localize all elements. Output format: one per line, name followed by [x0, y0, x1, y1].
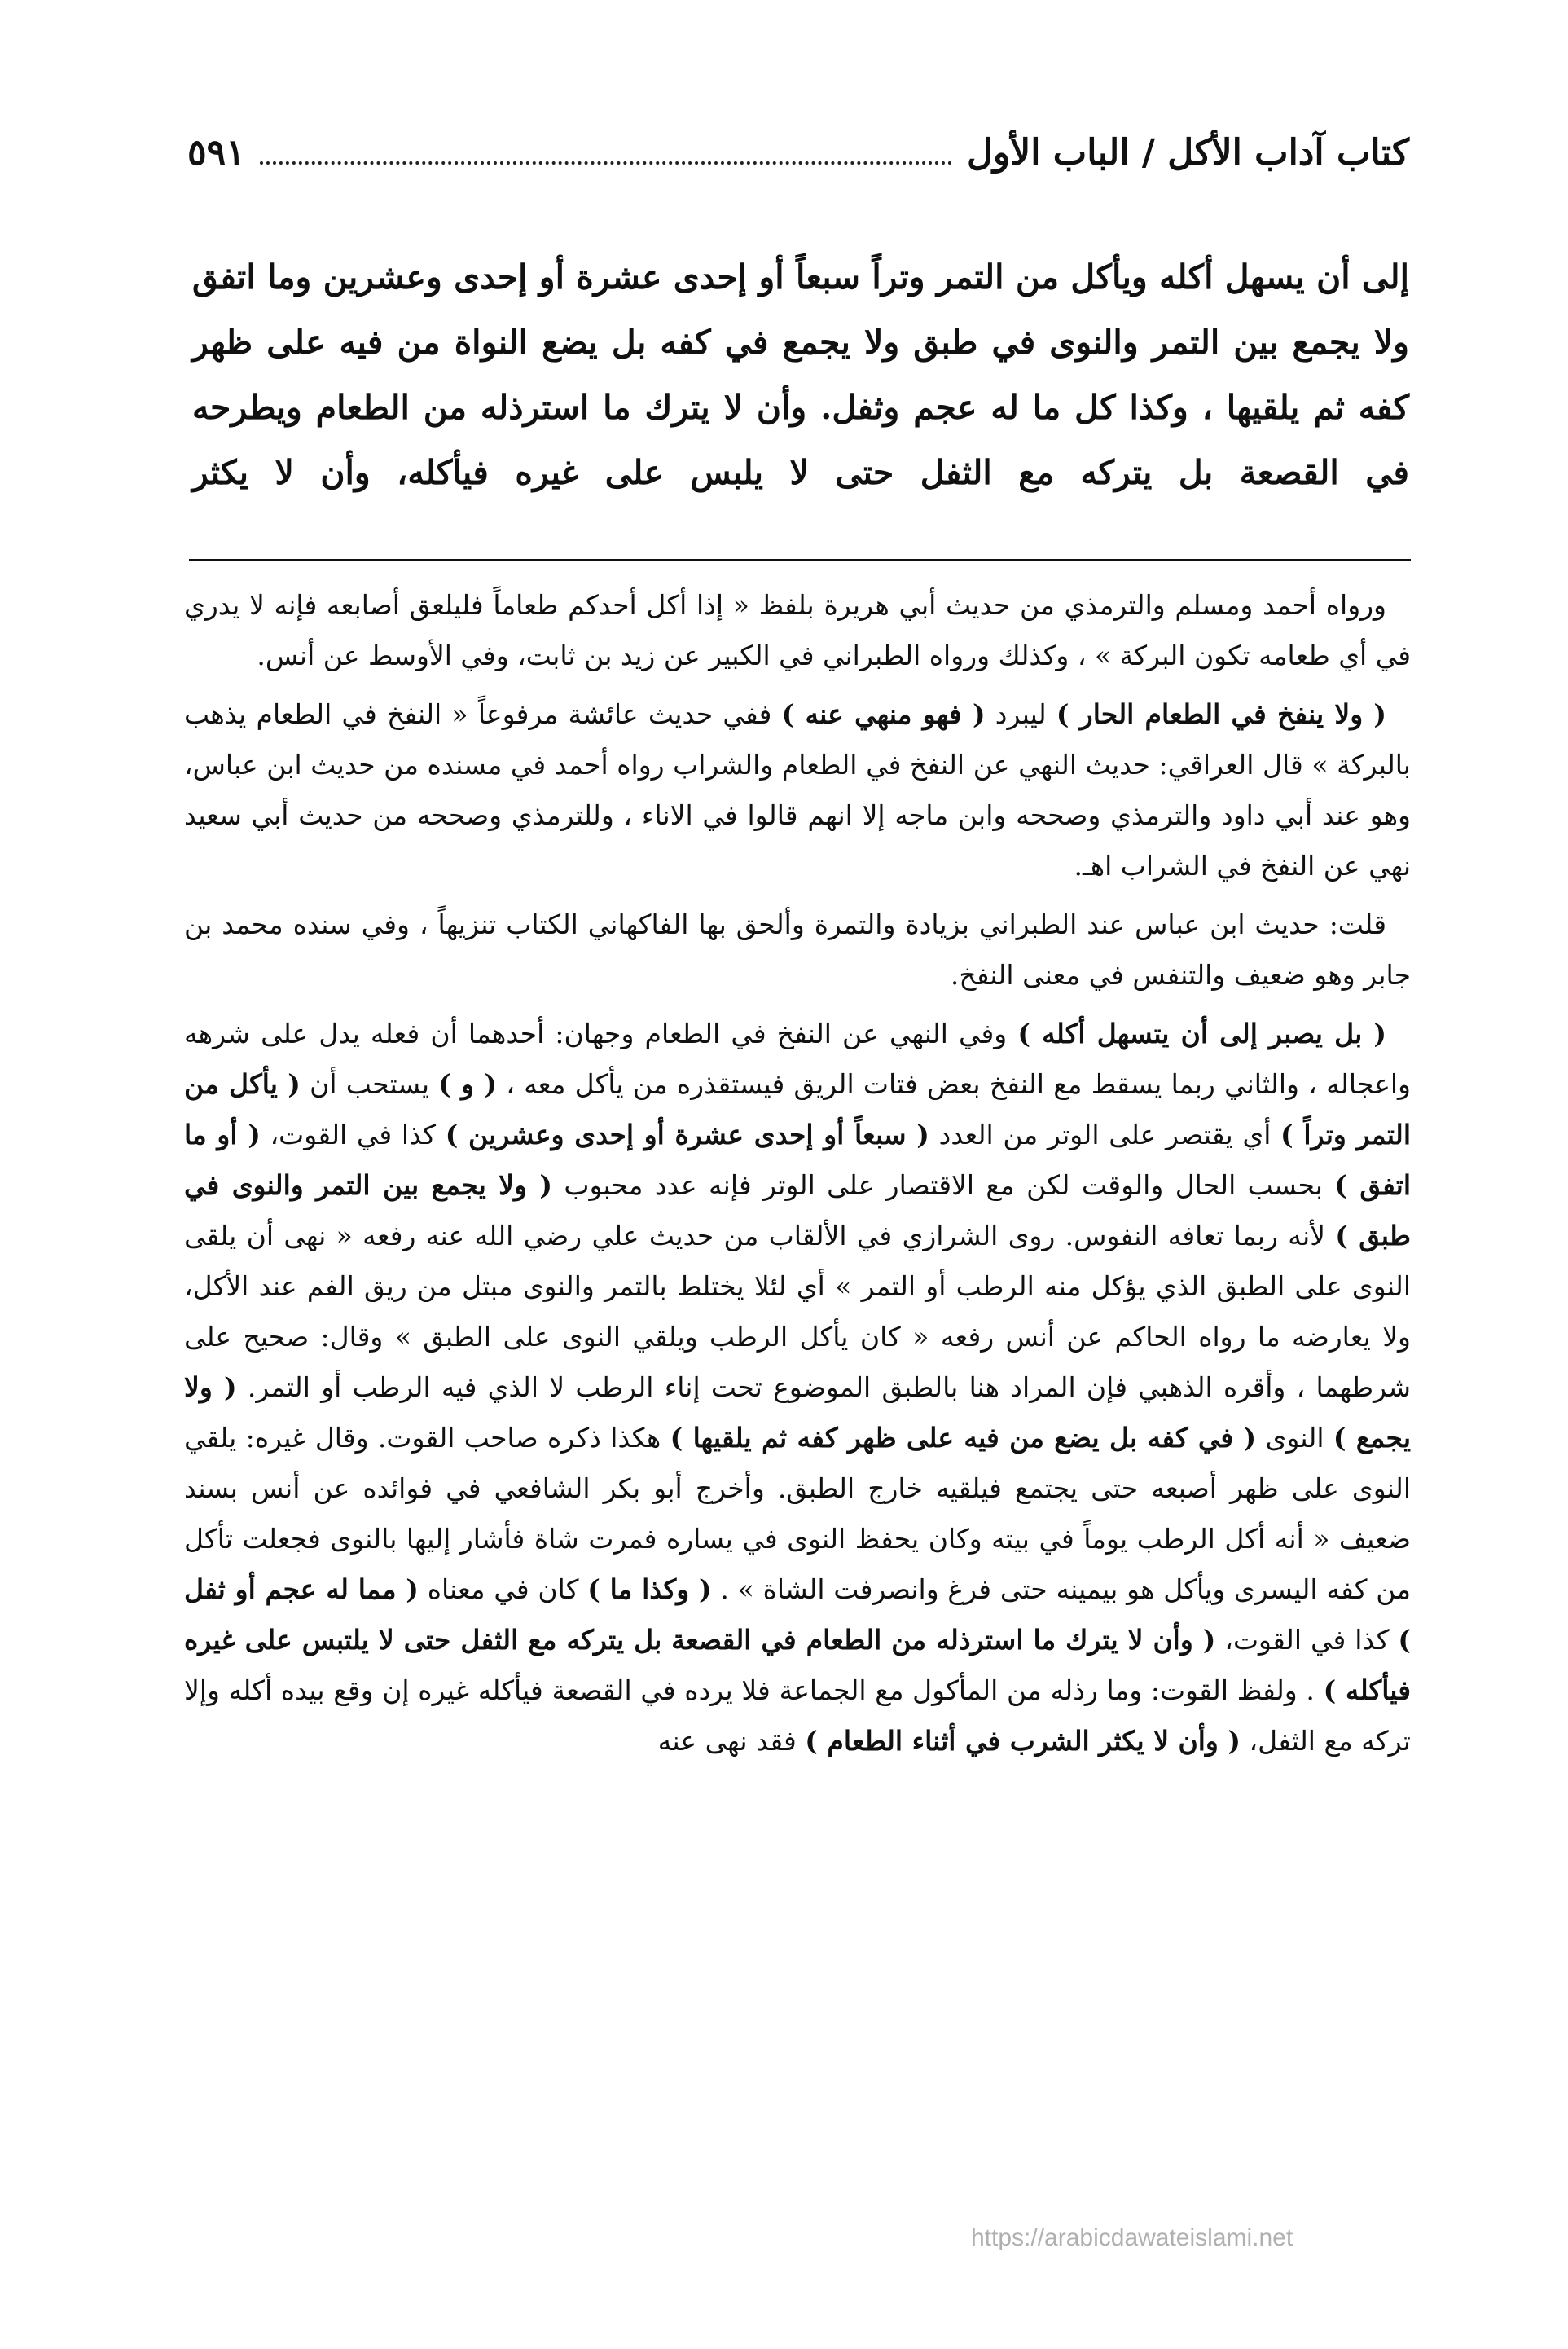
main-text: إلى أن يسهل أكله ويأكل من التمر وتراً سبعاً أو إحدى عشرة أو إحدى وعشرين وما اتفق ولا يجمع بين التمر والنوى في طبق ولا يجمع في كفه بل يضع النواة من فيه على ظهر كفه ثم يلقيها ، وكذا كل ما له عجم وثفل. وأن لا يترك ما استرذله من الطعام ويطرحه في القصعة بل يتركه مع الثفل حتى لا يلبس على غيره فيأكله، وأن لا يكثر — [192, 257, 1409, 492]
commentary-text: أي يقتصر على الوتر من العدد — [929, 1119, 1281, 1150]
quoted-text: ( ولا يجمع ) — [184, 1371, 1411, 1454]
commentary-text: كان في معناه — [418, 1573, 588, 1605]
footnote-divider — [189, 559, 1411, 561]
commentary — [184, 580, 1411, 2210]
quoted-text: ( وأن لا يكثر الشرب في أثناء الطعام ) — [805, 1725, 1241, 1757]
commentary-text: ففي حديث عائشة مرفوعاً « النفخ في الطعام يذهب بالبركة » قال العراقي: حديث النهي عن النفخ في الطعام والشراب رواه أحمد في مسنده من حديث ابن عباس، وهو عند أبي داود والترمذي وصححه وابن ماجه إلا انهم قالوا في الاناء ، وللترمذي وصححه من حديث أبي سعيد نهي عن النفخ في الشراب اهـ. — [184, 698, 1411, 882]
quoted-text: ( أو ما اتفق ) — [184, 1119, 1411, 1201]
quoted-text: ( فهو منهي عنه ) — [781, 698, 986, 730]
commentary-text: يستحب أن — [300, 1068, 439, 1100]
commentary-text: كذا في القوت، — [1215, 1624, 1399, 1656]
watermark-url: https://arabicdawateislami.net — [971, 2224, 1293, 2251]
commentary-text: بحسب الحال والوقت لكن مع الاقتصار على الوتر فإنه عدد محبوب — [551, 1169, 1335, 1201]
commentary-text: وفي النهي عن النفخ في الطعام وجهان: أحدهما أن فعله يدل على شرهه واعجاله ، والثاني ربما يسقط مع النفخ بعض فتات الريق فيستقذره من يأكل معه ، — [184, 1018, 1411, 1100]
commentary-text: فقد نهى عنه — [657, 1725, 806, 1757]
header-title: كتاب آداب الأكل / الباب الأول — [966, 132, 1409, 174]
quoted-text: ( وكذا ما ) — [587, 1573, 712, 1605]
quoted-text: ( و ) — [438, 1068, 497, 1100]
commentary-text: . ولفظ القوت: وما رذله من المأكول مع الجماعة فلا يرده في القصعة فيأكله غيره إن وقع بيده أكله وإلا تركه مع الثفل، — [184, 1674, 1411, 1757]
page-number: ٥٩١ — [187, 132, 245, 174]
commentary-paragraph-2 — [184, 689, 1411, 891]
commentary-text: كذا في القوت، — [260, 1119, 446, 1150]
commentary-paragraph-3: قلت: حديث ابن عباس عند الطبراني بزيادة والتمرة وألحق بها الفاكهاني الكتاب تنزيهاً ، وفي سنده محمد بن جابر وهو ضعيف والتنفس في معنى النفخ. — [184, 908, 1411, 991]
commentary-paragraph-1: ورواه أحمد ومسلم والترمذي من حديث أبي هريرة بلفظ « إذا أكل أحدكم طعاماً فليلعق أصابعه فإنه لا يدري في أي طعامه تكون البركة » ، وكذلك ورواه الطبراني في الكبير عن زيد بن ثابت، وفي الأوسط عن أنس. — [184, 589, 1411, 671]
quoted-text: ( ولا ينفخ في الطعام الحار ) — [1056, 698, 1386, 730]
commentary-paragraph-4 — [184, 1009, 1411, 1766]
quoted-text: ( في كفه بل يضع من فيه على ظهر كفه ثم يلقيها ) — [670, 1422, 1257, 1454]
commentary-text: النوى — [1256, 1422, 1333, 1454]
quoted-text: ( مما له عجم أو ثفل ) — [184, 1573, 1411, 1656]
quoted-text: ( يأكل من التمر وتراً ) — [184, 1068, 1411, 1150]
running-header — [187, 132, 1409, 189]
quoted-text: ( سبعاً أو إحدى عشرة أو إحدى وعشرين ) — [445, 1119, 929, 1150]
quoted-text: ( بل يصبر إلى أن يتسهل أكله ) — [1017, 1018, 1386, 1049]
quoted-text: ( ولا يجمع بين التمر والنوى في طبق ) — [184, 1169, 1411, 1251]
quoted-text: ( وأن لا يترك ما استرذله من الطعام في القصعة بل يتركه مع الثفل حتى لا يلتبس على غيره فيأكله ) — [184, 1624, 1411, 1706]
commentary-text: لأنه ربما تعافه النفوس. روى الشرازي في الألقاب من حديث علي رضي الله عنه رفعه « نهى أن يلقى النوى على الطبق الذي يؤكل منه الرطب أو التمر » أي لئلا يختلط بالتمر والنوى مبتل من ريق الفم عند الأكل، ولا يعارضه ما رواه الحاكم عن أنس رفعه « كان يأكل الرطب ويلقي النوى على الطبق » وقال: صحيح على شرطهما ، وأقره الذهبي فإن المراد هنا بالطبق الموضوع تحت إناء الرطب لا الذي فيه الرطب أو التمر. — [184, 1220, 1411, 1403]
header-dot-leader — [260, 137, 952, 165]
commentary-text: ليبرد — [985, 698, 1056, 730]
commentary-text: هكذا ذكره صاحب القوت. وقال غيره: يلقي النوى على ظهر أصبعه حتى يجتمع فيلقيه خارج الطبق. وأخرج أبو بكر الشافعي في فوائده عن أنس بسند ضعيف « أنه أكل الرطب يوماً في بيته وكان يحفظ النوى في يساره فمرت شاة فأشار إليها بالنوى فجعلت تأكل من كفه اليسرى ويأكل هو بيمينه حتى فرغ وانصرفت الشاة » . — [184, 1422, 1411, 1605]
